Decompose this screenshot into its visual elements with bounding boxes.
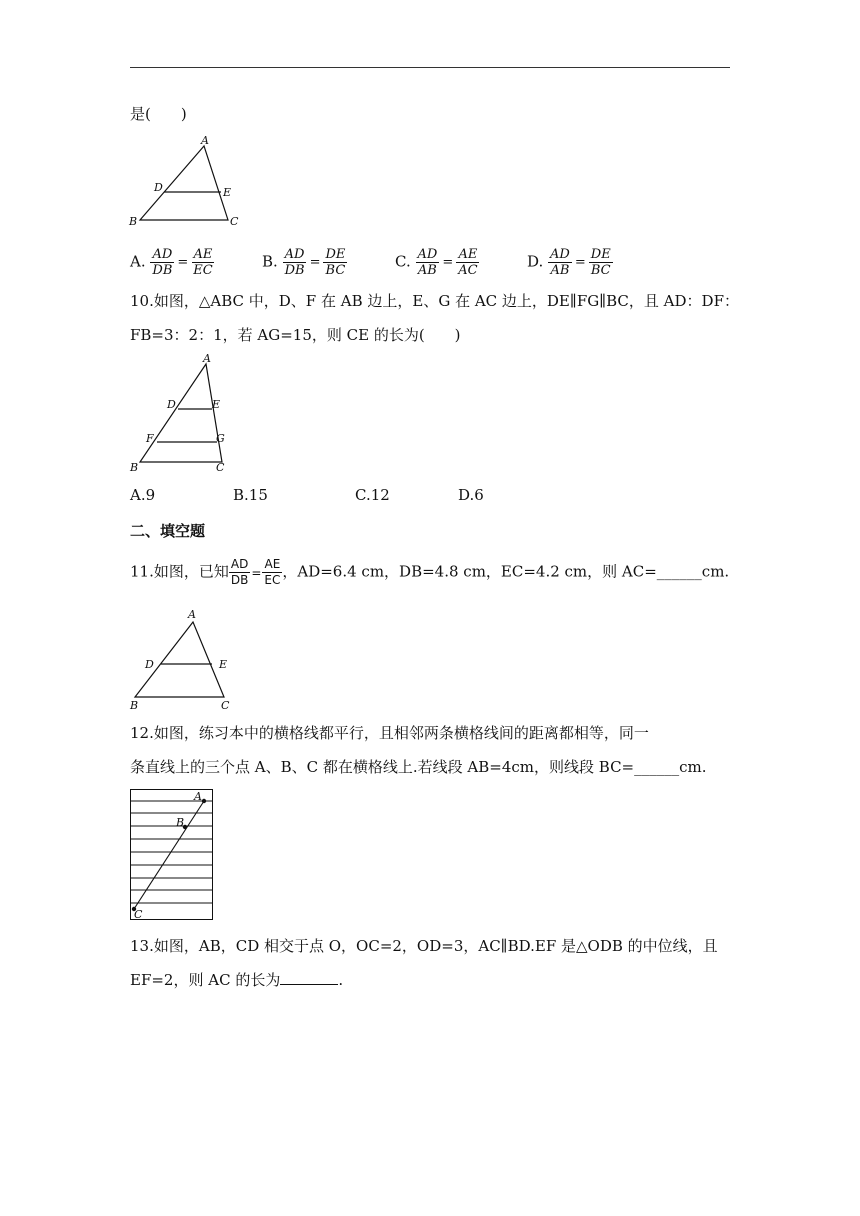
q11-label-e: E (219, 658, 228, 671)
q9-option-a-label: A. (130, 252, 146, 271)
q9-option-b[interactable]: B. $\frac{AD}{DB}$ = $\frac{DE}{BC}$ (262, 247, 346, 278)
q9-option-d[interactable]: D. $\frac{AD}{AB}$ = $\frac{DE}{BC}$ (527, 247, 611, 278)
q9-option-d-label: D. (527, 252, 544, 271)
q12-label-c: C (134, 908, 143, 921)
q9-option-b-label: B. (262, 252, 278, 271)
q11-stem: 11.如图，已知 $\frac{AD}{DB}$ = $\frac{AE}{EC}$ ，AD=6.4 cm，DB=4.8 cm，EC=4.2 cm，则 AC=______cm. (130, 557, 730, 587)
fraction: $\frac{AD}{AB}$ (550, 247, 570, 278)
q11-suffix: ，AD=6.4 cm，DB=4.8 cm，EC=4.2 cm，则 AC=______cm. (282, 562, 730, 581)
q12-stem-line2: 条直线上的三个点 A、B、C 都在横格线上.若线段 AB=4cm，则线段 BC=______cm. (130, 758, 707, 776)
q13-suffix: . (338, 971, 344, 989)
q11-label-a: A (188, 608, 196, 621)
q10-label-c: C (216, 461, 225, 474)
q9-option-c-label: C. (395, 252, 411, 271)
q11-label-d: D (145, 658, 154, 671)
q10-option-b[interactable]: B.15 (233, 486, 268, 504)
q10-triangle-figure (126, 354, 236, 476)
q9-label-d: D (154, 181, 163, 194)
q10-option-d[interactable]: D.6 (458, 486, 484, 504)
fraction: $\frac{DE}{BC}$ (325, 247, 346, 278)
q9-triangle-figure (126, 134, 246, 228)
q12-label-b: B (176, 816, 185, 829)
q9-label-e: E (223, 186, 232, 199)
answer-blank[interactable] (280, 970, 338, 985)
q11-triangle-figure (126, 606, 246, 712)
q13-stem-line2 (130, 970, 343, 990)
fraction: $\frac{AD}{DB}$ (230, 557, 249, 587)
q10-option-a[interactable]: A.9 (130, 486, 156, 504)
q11-label-b: B (130, 699, 139, 712)
q11-prefix: 11.如图，已知 (130, 562, 229, 581)
q10-stem-line1: 10.如图，△ABC 中，D、F 在 AB 边上，E、G 在 AC 边上，DE∥FG∥BC，且 AD：DF： (130, 292, 739, 310)
q10-label-e: E (212, 398, 221, 411)
q12-label-a: A (194, 790, 202, 803)
q11-label-c: C (221, 699, 230, 712)
q10-label-b: B (130, 461, 139, 474)
q12-stem-line1: 12.如图，练习本中的横格线都平行，且相邻两条横格线间的距离都相等，同一 (130, 724, 649, 742)
fraction: $\frac{DE}{BC}$ (590, 247, 611, 278)
section-title: 二、填空题 (130, 522, 206, 540)
fraction: $\frac{AD}{AB}$ (417, 247, 438, 278)
q10-label-g: G (216, 432, 225, 445)
q10-label-a: A (203, 354, 211, 365)
q10-label-f: F (146, 432, 154, 445)
fraction: $\frac{AE}{EC}$ (193, 247, 213, 278)
q13-prefix: EF=2，则 AC 的长为 (130, 971, 281, 989)
q9-option-a[interactable]: A. $\frac{AD}{DB}$ = $\frac{AE}{EC}$ (130, 247, 213, 278)
q10-stem-line2: FB=3：2：1，若 AG=15，则 CE 的长为( ) (130, 326, 461, 344)
fraction: $\frac{AD}{DB}$ (284, 247, 305, 278)
q9-label-c: C (230, 215, 239, 228)
fraction: $\frac{AD}{DB}$ (152, 247, 173, 278)
fraction: $\frac{AE}{EC}$ (264, 557, 281, 587)
fraction: $\frac{AE}{AC}$ (458, 247, 478, 278)
q9-tail: 是( ) (130, 105, 187, 123)
q10-label-d: D (167, 398, 176, 411)
q9-option-c[interactable]: C. $\frac{AD}{AB}$ = $\frac{AE}{AC}$ (395, 247, 478, 278)
q12-ruled-lines-figure (130, 789, 216, 923)
q9-label-a: A (201, 134, 209, 147)
q10-option-c[interactable]: C.12 (355, 486, 390, 504)
header-rule (130, 67, 730, 68)
q13-stem-line1: 13.如图，AB，CD 相交于点 O，OC=2，OD=3，AC∥BD.EF 是△ODB 的中位线，且 (130, 937, 718, 955)
q9-label-b: B (129, 215, 138, 228)
